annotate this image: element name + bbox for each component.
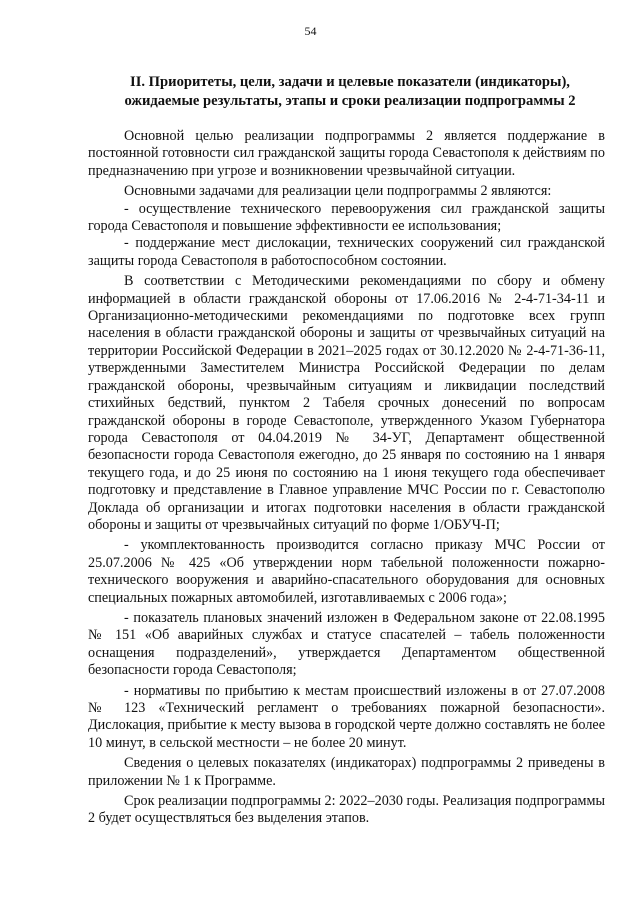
paragraph-tasks-intro: Основными задачами для реализации цели подпрограммы 2 являются: bbox=[124, 183, 552, 200]
paragraph-implementation-period: Срок реализации подпрограммы 2: 2022–2030 годы. Реализация подпрограммы 2 будет осуществляться без выделения этапов. bbox=[88, 793, 605, 827]
paragraph-target-indicators: Сведения о целевых показателях (индикаторах) подпрограммы 2 приведены в приложении № 1 к Программе. bbox=[88, 755, 605, 789]
page-number: 54 bbox=[304, 24, 317, 38]
list-item-task-1: - осуществление технического перевооружения сил гражданской защиты города Севастополя и повышение эффективности ее использования; bbox=[88, 200, 605, 235]
section-heading-line-2: ожидаемые результаты, этапы и сроки реализации подпрограммы 2 bbox=[124, 93, 576, 109]
list-item-equipment-level: - укомплектованность производится согласно приказу МЧС России от 25.07.2006 № 425 «Об утверждении норм табельной положенности пожарно-технического вооружения и аварийно-спасательного оборудования для основных специальных пожарных автомобилей, изготавливаемых с 2006 года»; bbox=[88, 537, 605, 606]
section-heading-line-1: II. Приоритеты, цели, задачи и целевые показатели (индикаторы), bbox=[130, 74, 570, 90]
paragraph-main-goal: Основной целью реализации подпрограммы 2 является поддержание в постоянной готовности сил гражданской защиты города Севастополя к действиям по предназначению при угрозе и возникновении чрезвычайной ситуации. bbox=[88, 128, 605, 179]
document-body bbox=[88, 128, 605, 828]
list-item-task-2: - поддержание мест дислокации, технических сооружений сил гражданской защиты города Севастополя в работоспособном состоянии. bbox=[88, 235, 605, 269]
paragraph-methodical-recommendations: В соответствии с Методическими рекомендациями по сбору и обмену информацией в области гражданской обороны от 17.06.2016 № 2-4-71-34-11 и Организационно-методическими рекомендациями по подготовке всех групп населения в области гражданской обороны и защиты от чрезвычайных ситуаций на территории Российской Федерации в 2021–2025 годах от 30.12.2020 № 2-4-71-36-11, утвержденными Заместителем Министра Российской Федерации по делам гражданской обороны, чрезвычайным ситуациям и ликвидации последствий стихийных бедствий, пунктом 2 Табеля срочных донесений по вопросам гражданской обороны в городе Севастополе, утвержденного Указом Губернатора города Севастополя от 04.04.2019 № 34-УГ, Департамент общественной безопасности города Севастополя ежегодно, до 25 января по состоянию на 1 января текущего года, и до 25 июня по состоянию на 1 июня текущего года обеспечивает подготовку и представление в Главное управление МЧС России по г. Севастополю Доклада об организации и итогах подготовки населения в области гражданской обороны и защиты от чрезвычайных ситуаций по форме 1/ОБУЧ-П; bbox=[88, 273, 605, 533]
list-item-arrival-norms: - нормативы по прибытию к местам происшествий изложены в от 27.07.2008 № 123 «Технический регламент о требованиях пожарной безопасности». Дислокация, прибытие к месту вызова в городской черте должно составлять не более 10 минут, в сельской местности – не более 20 минут. bbox=[88, 682, 605, 751]
section-heading bbox=[90, 73, 610, 111]
list-item-planned-values: - показатель плановых значений изложен в Федеральном законе от 22.08.1995 № 151 «Об аварийных службах и статусе спасателей – табель положенности оснащения подразделений», утверждается Департаментом общественной безопасности города Севастополя; bbox=[88, 609, 605, 679]
